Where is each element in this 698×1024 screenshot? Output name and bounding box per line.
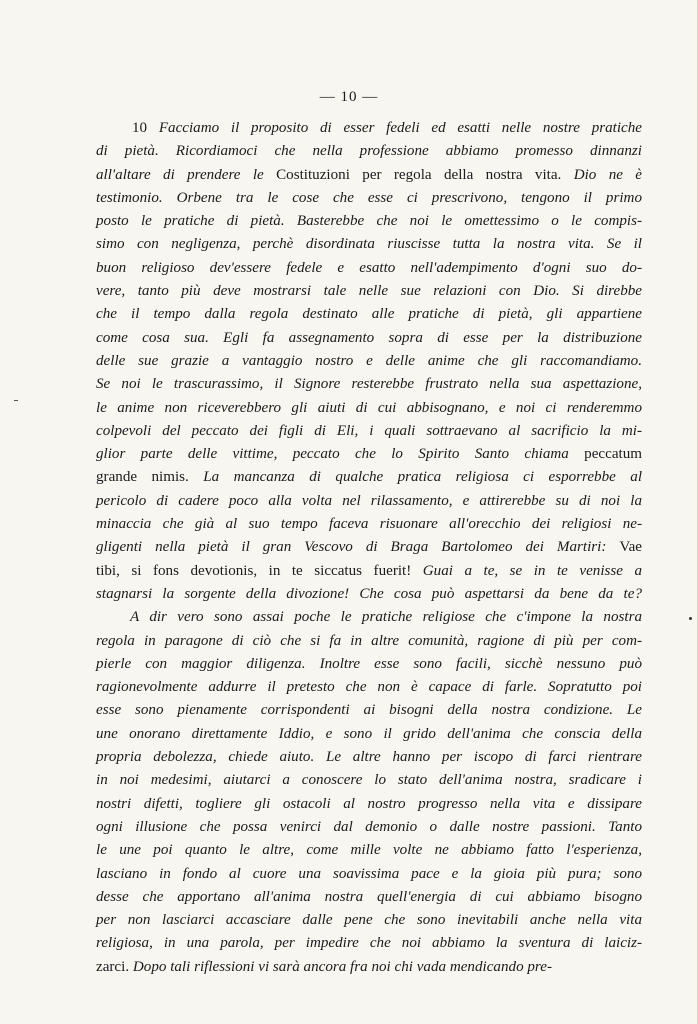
roman-span: tibi, si fons devotionis, in te siccatus fuerit! [96, 562, 423, 579]
text-line [96, 117, 642, 140]
italic-span: delle sue grazie a vantaggio nostro e delle anime che gli raccomandiamo. [96, 352, 642, 369]
italic-span: propria debolezza, chiede aiuto. Le altre hanno per iscopo di farci rientrare [96, 749, 642, 766]
text-line [96, 187, 642, 210]
italic-span: vere, tanto più deve mostrarsi tale nelle sue relazioni con Dio. Si direbbe [96, 283, 642, 300]
text-line [96, 793, 642, 816]
italic-span: esse sono pienamente corrispondenti ai bisogni della nostra condizione. Le [96, 702, 642, 719]
italic-span: stagnarsi la sorgente della divozione! Che cosa può aspettarsi da bene da te? [96, 585, 642, 602]
text-line [96, 536, 642, 559]
text-line [96, 397, 642, 420]
italic-span: Se noi le trascurassimo, il Signore resterebbe frustrato nella sua aspettazione, [96, 376, 642, 393]
text-line [96, 490, 642, 513]
text-line [96, 653, 642, 676]
text-line [96, 233, 642, 256]
text-line [96, 350, 642, 373]
text-line [96, 280, 642, 303]
italic-span: minaccia che già al suo tempo faceva risuonare all'orecchio dei religiosi ne- [96, 516, 642, 533]
text-line [96, 699, 642, 722]
italic-span: che il tempo dalla regola destinato alle pratiche di pietà, gli appartiene [96, 306, 642, 323]
roman-span: Costituzioni per regola della nostra vita. [276, 166, 574, 183]
italic-span: in noi medesimi, aiutarci a conoscere lo stato dell'anima nostra, sradicare i [96, 772, 642, 789]
italic-span: une onorano direttamente Iddio, e sono il grido dell'anima che conscia della [96, 725, 642, 742]
body-text [96, 117, 642, 979]
italic-span: La mancanza di qualche pratica religiosa ci esporrebbe al [203, 469, 643, 486]
italic-span: simo con negligenza, perchè disordinata riuscisse tutta la nostra vita. Se il [96, 236, 642, 253]
text-line [96, 140, 642, 163]
text-line [96, 886, 642, 909]
text-line [96, 164, 642, 187]
margin-dot [689, 617, 692, 620]
text-line [96, 769, 642, 792]
italic-span: Dio ne è [573, 166, 642, 183]
text-line [96, 257, 642, 280]
italic-span: gligenti nella pietà il gran Vescovo di Braga Bartolomeo dei Martiri: [96, 539, 620, 556]
italic-span: le une poi quanto le altre, come mille volte ne abbiamo fatto l'esperienza, [96, 842, 642, 859]
italic-span: A dir vero sono assai poche le pratiche religiose che c'impone la nostra [130, 609, 642, 626]
page-number: — 10 — [319, 89, 379, 105]
italic-span: ragionevolmente addurre il pretesto che non è capace di farle. Sopratutto poi [96, 679, 642, 696]
text-line [96, 303, 642, 326]
italic-span: desse che apportano all'anima nostra quell'energia di cui abbiamo bisogno [96, 888, 642, 905]
text-line [96, 909, 642, 932]
text-line [96, 560, 642, 583]
text-line [96, 466, 642, 489]
italic-span: regola in paragone di ciò che si fa in altre comunità, ragione di più per com- [96, 632, 642, 649]
roman-span: 10 [132, 120, 159, 136]
italic-span: di pietà. Ricordiamoci che nella professione abbiamo promesso dinnanzi [96, 143, 642, 160]
italic-span: religiosa, in una parola, per impedire che noi abbiamo la sventura di laiciz- [96, 935, 642, 952]
italic-span: buon religioso dev'essere fedele e esatto nell'adempimento d'ogni suo do- [96, 259, 642, 276]
text-line [96, 583, 642, 606]
text-line [96, 606, 642, 629]
roman-span: zarci. [96, 958, 133, 975]
text-line [96, 443, 642, 466]
italic-span: per non lasciarci accasciare dalle pene che sono inevitabili anche nella vita [96, 912, 642, 929]
text-line [96, 327, 642, 350]
italic-span: glior parte delle vittime, peccato che lo Spirito Santo chiama [96, 446, 585, 463]
text-line [96, 746, 642, 769]
text-line [96, 630, 642, 653]
italic-span: posto le pratiche di pietà. Basterebbe che noi le omettessimo o le compis- [96, 213, 642, 230]
text-line [96, 816, 642, 839]
italic-span: colpevoli del peccato dei figli di Eli, i quali sottraevano al sacrificio la mi- [96, 422, 642, 439]
italic-span: come cosa sua. Egli fa assegnamento sopra di esse per la distribuzione [96, 329, 642, 346]
margin-mark [14, 400, 18, 401]
italic-span: Dopo tali riflessioni vi sarà ancora fra noi chi vada mendicando pre- [132, 958, 552, 975]
roman-span: grande nimis. [96, 469, 204, 486]
text-line [96, 420, 642, 443]
text-line [96, 932, 642, 955]
text-line [96, 956, 642, 979]
text-line [96, 723, 642, 746]
italic-span: pericolo di cadere poco alla volta nel rilassamento, e attirerebbe su di noi la [96, 492, 642, 509]
italic-span: ogni illusione che possa venirci dal demonio o dalle nostre passioni. Tanto [96, 818, 642, 835]
text-line [96, 210, 642, 233]
italic-span: Facciamo il proposito di esser fedeli ed esatti nelle nostre pratiche [158, 120, 642, 136]
roman-span: peccatum [584, 446, 642, 463]
italic-span: Guai a te, se in te venisse a [422, 562, 643, 579]
text-line [96, 373, 642, 396]
italic-span: nostri difetti, togliere gli ostacoli al nostro progresso nella vita e dissipare [96, 795, 642, 812]
italic-span: pierle con maggior diligenza. Inoltre esse sono facili, sicchè nessuno può [96, 655, 642, 672]
text-line [96, 839, 642, 862]
text-line [96, 513, 642, 536]
italic-span: lasciano in fondo al cuore una soavissima pace e la gioia più pura; sono [96, 865, 642, 882]
text-line [96, 676, 642, 699]
roman-span: Vae [619, 539, 642, 556]
italic-span: all'altare di prendere le [96, 166, 277, 183]
italic-span: le anime non riceverebbero gli aiuti di cui abbisognano, e noi ci renderemmo [96, 399, 642, 416]
text-line [96, 863, 642, 886]
italic-span: testimonio. Orbene tra le cose che esse ci prescrivono, tengono il primo [96, 189, 642, 206]
